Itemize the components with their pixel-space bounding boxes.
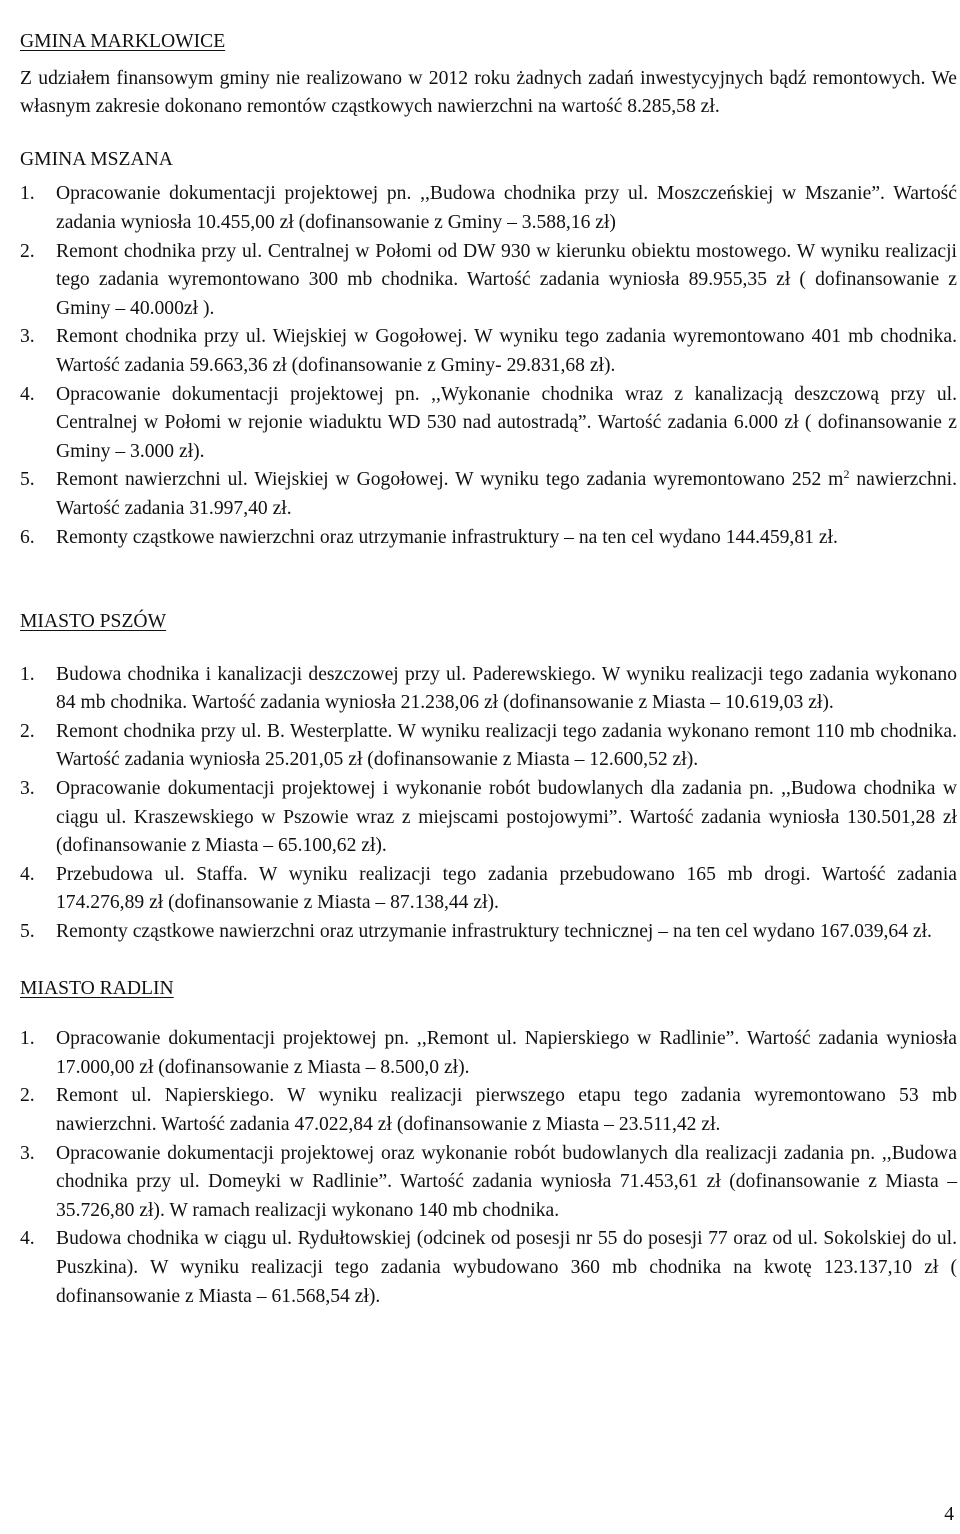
item-text: Opracowanie dokumentacji projektowej oraz wykonanie robót budowlanych dla realizacji zadania pn. ,,Budowa chodnika przy ul. Domeyki w Radlinie”. Wartość zadania wyniosła 71.453,61 zł (dofinansowanie z Miasta – 35.726,80 zł). W ramach realizacji wykonano 140 mb chodnika. xyxy=(56,1142,957,1221)
item-number: 4. xyxy=(20,863,35,885)
document-page xyxy=(20,28,957,1311)
item-number: 6. xyxy=(20,526,35,548)
list-mszana xyxy=(20,180,957,552)
list-item xyxy=(20,775,957,861)
item-text: Opracowanie dokumentacji projektowej pn. ,,Remont ul. Napierskiego w Radlinie”. Wartość zadania wyniosła 17.000,00 zł (dofinansowanie z Miasta – 8.500,0 zł). xyxy=(56,1028,957,1078)
item-text: Remont chodnika przy ul. Wiejskiej w Gogołowej. W wyniku tego zadania wyremontowano 401 mb chodnika. Wartość zadania 59.663,36 zł (dofinansowanie z Gminy- 29.831,68 zł). xyxy=(56,326,957,376)
list-item xyxy=(20,381,957,467)
item-text: Przebudowa ul. Staffa. W wyniku realizacji tego zadania przebudowano 165 mb drogi. Wartość zadania 174.276,89 zł (dofinansowanie z Miasta – 87.138,44 zł). xyxy=(56,863,957,914)
item-text-part: nawierzchni. Wartość zadania 31.997,40 zł. xyxy=(56,469,957,519)
page-number: 4 xyxy=(944,1504,954,1525)
item-number: 2. xyxy=(20,240,35,262)
list-pszow xyxy=(20,661,957,947)
item-number: 1. xyxy=(20,183,35,205)
paragraph-marklowice: Z udziałem finansowym gminy nie realizowano w 2012 roku żadnych zadań inwestycyjnych bądź remontowych. We własnym zakresie dokonano remontów cząstkowych nawierzchni na wartość 8.285,58 zł. xyxy=(20,67,957,118)
item-text: Opracowanie dokumentacji projektowej i wykonanie robót budowlanych dla zadania pn. ,,Budowa chodnika w ciągu ul. Kraszewskiego w Pszowie wraz z miejscami postojowymi”. Wartość zadania wyniosła 130.501,28 zł (dofinansowanie z Miasta – 65.100,62 zł). xyxy=(56,778,957,857)
section-heading-mszana: GMINA MSZANA xyxy=(20,148,173,170)
list-item xyxy=(20,1082,957,1139)
item-text: Remont ul. Napierskiego. W wyniku realizacji pierwszego etapu tego zadania wyremontowano 53 mb nawierzchni. Wartość zadania 47.022,84 zł (dofinansowanie z Miasta – 23.511,42 zł. xyxy=(56,1085,957,1135)
list-item xyxy=(20,1140,957,1226)
list-item xyxy=(20,1225,957,1311)
list-item xyxy=(20,718,957,775)
item-number: 2. xyxy=(20,720,35,742)
list-item xyxy=(20,861,957,918)
item-text-part: Remont nawierzchni ul. Wiejskiej w Gogołowej. W wyniku tego zadania wyremontowano 252 m xyxy=(56,469,844,491)
item-text: Remonty cząstkowe nawierzchni oraz utrzymanie infrastruktury technicznej – na ten cel wydano 167.039,64 zł. xyxy=(56,921,932,943)
superscript: 2 xyxy=(843,467,850,482)
list-item xyxy=(20,466,957,523)
item-number: 1. xyxy=(20,1028,35,1050)
item-number: 1. xyxy=(20,663,35,685)
item-number: 3. xyxy=(20,326,35,348)
item-text: Remonty cząstkowe nawierzchni oraz utrzymanie infrastruktury – na ten cel wydano 144.459,81 zł. xyxy=(56,526,838,548)
item-text: Opracowanie dokumentacji projektowej pn. ,,Wykonanie chodnika wraz z kanalizacją deszczową przy ul. Centralnej w Połomi w rejonie wiaduktu WD 530 nad autostradą”. Wartość zadania 6.000 zł ( dofinansowanie z Gminy – 3.000 zł). xyxy=(56,383,957,462)
list-item xyxy=(20,661,957,718)
list-radlin xyxy=(20,1025,957,1311)
item-number: 2. xyxy=(20,1085,35,1107)
item-number: 4. xyxy=(20,383,35,405)
list-item xyxy=(20,1025,957,1082)
item-text: Remont chodnika przy ul. B. Westerplatte. W wyniku realizacji tego zadania wykonano remont 110 mb chodnika. Wartość zadania wyniosła 25.201,05 zł (dofinansowanie z Miasta – 12.600,52 zł). xyxy=(56,720,957,771)
item-number: 4. xyxy=(20,1228,35,1250)
list-item xyxy=(20,180,957,237)
item-number: 3. xyxy=(20,778,35,800)
list-item xyxy=(20,918,957,947)
list-item xyxy=(20,524,957,553)
item-number: 5. xyxy=(20,469,35,491)
section-heading-marklowice: GMINA MARKLOWICE xyxy=(20,31,226,52)
item-text: Remont chodnika przy ul. Centralnej w Połomi od DW 930 w kierunku obiektu mostowego. W wyniku realizacji tego zadania wyremontowano 300 mb chodnika. Wartość zadania wyniosła 89.955,35 zł ( dofinansowanie z Gminy – 40.000zł ). xyxy=(56,240,957,319)
section-heading-radlin: MIASTO RADLIN xyxy=(20,977,174,999)
item-text: Budowa chodnika i kanalizacji deszczowej przy ul. Paderewskiego. W wyniku realizacji tego zadania wykonano 84 mb chodnika. Wartość zadania wyniosła 21.238,06 zł (dofinansowanie z Miasta – 10.619,03 zł). xyxy=(56,663,957,714)
item-number: 5. xyxy=(20,921,35,943)
item-text: Budowa chodnika w ciągu ul. Rydułtowskiej (odcinek od posesji nr 55 do posesji 77 oraz od ul. Sokolskiej do ul. Puszkina). W wyniku realizacji tego zadania wybudowano 360 mb chodnika na kwotę 123.137,10 zł ( dofinansowanie z Miasta – 61.568,54 zł). xyxy=(56,1228,957,1307)
list-item xyxy=(20,323,957,380)
list-item xyxy=(20,238,957,324)
item-text: Opracowanie dokumentacji projektowej pn. ,,Budowa chodnika przy ul. Moszczeńskiej w Mszanie”. Wartość zadania wyniosła 10.455,00 zł (dofinansowanie z Gminy – 3.588,16 zł) xyxy=(56,183,957,233)
item-number: 3. xyxy=(20,1142,35,1164)
section-heading-pszow: MIASTO PSZÓW xyxy=(20,611,167,633)
